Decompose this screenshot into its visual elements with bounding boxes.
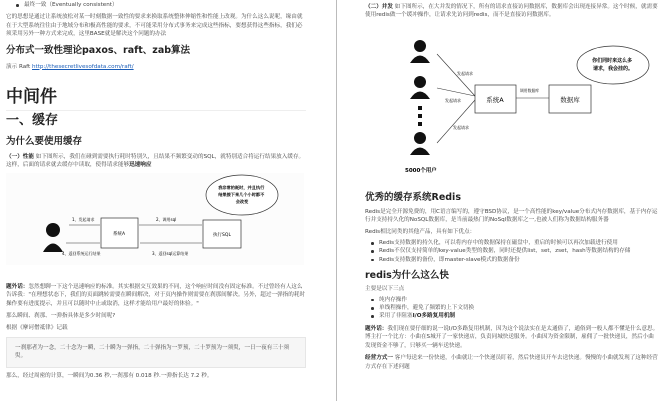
aside-paragraph [365,325,659,350]
list-item [369,312,659,320]
heading-redis-fast: redis为什么这么快 [365,270,449,282]
fast-intro: 主要是以下三点 [365,286,405,293]
arrow-4-label: 4、返回系统运行结果 [62,250,101,256]
aside-label: 题外话： [6,283,29,290]
concurrency-paragraph [365,3,659,20]
user-icon [46,223,60,237]
bubble-text: 我非常的耗时，并且执行 结果接下来几个小时都不 会改变 [218,184,265,204]
aside-label: 题外话： [365,325,388,332]
fast-reasons-list [365,296,659,321]
mode-text: 客户每送来一份快递，小曲就让一个快递员盯着，然后快递员开车去送快递。慢慢的小曲就发现了这种经营方式存在下述问题 [365,355,658,370]
mode-paragraph [365,354,659,371]
list-item: Redis不仅仅支持简单的key-value类型的数据，同时还提供list，set，zset，hash等数据结构的存储 [369,247,659,255]
demo-line [6,63,306,71]
heading-redis: 优秀的缓存系统Redis [365,191,461,203]
conc-label: （二）并发 [365,4,393,10]
base-paragraph: 它的思想是通过让系统放松对某一时刻数据一致性的要求来换取系统整体伸缩性和性能上改观。为什么这么说呢，缘由就在于大型系统往往由于地域分布和极高性能的要求，不可能采用分布式事务来完成这些指标，要想获得这些指标，我们必须采用另外一种方式来完成，这里BASE就是解决这个问题的办法 [6,14,303,38]
list-item: 最终一致（Eventually consistent） [14,1,306,9]
heading-paxos: 分布式一致性理论paxos、raft、zab算法 [6,44,191,56]
request-label-2: 发起请求 [445,97,461,103]
redis-paragraph-2: Redis相比同类的其他产品，具有如下优点： [365,228,476,235]
arrow-2-label: 2、调用sql [156,216,177,222]
aside-text: 忽然想聊一下这个迅速响应的标准。其实根据交互效果的不同，这个响应时间没有固定标准。不过曾经有人这么告诉我："在理想状态下，我们的页面跳转需要在瞬间解决，对于页内操作则需要在刹那间解决。另外，超过一弹指的耗时操作要有进度提示，并且可以随时中止或取消，这样才能给用户最好的体验。" [6,283,306,307]
quote-block: 一刹那者为一念，二十念为一瞬，二十瞬为一弹指，二十弹指为一罗预，二十罗预为一须臾，一日一夜有三十须臾。 [6,337,306,368]
redis-paragraph-1: Redis是完全开源免费的，用C语言编写的，遵守BSD协议，是一个高性能的key/value分布式内存数据库，基于内存运行并支持持久化的NoSQL数据库，是当前最热门的NoSql数据库之一,也被人们称为数据结构服务器 [365,208,658,224]
list-item: Redis支持数据的备份，即master-slave模式的数据备份 [369,256,659,264]
divider [6,110,306,111]
b3-prefix: 采用了非阻塞 [379,313,413,320]
request-label-1: 发起请求 [457,70,473,76]
perf-bold: 迅速响应 [129,162,152,169]
demo-label: 演示 Raft [6,63,32,70]
bubble-text: 你们同时来这么多 请求，我会挂的。 [592,57,634,72]
raft-link[interactable]: http://thesecretlivesofdata.com/raft/ [32,63,134,70]
cache-diagram [6,173,304,265]
user-icons [410,40,430,155]
heading-middleware: 中间件 [6,87,57,108]
list-item: 纯内存操作 [369,296,659,304]
aside-text: 我们现在要仔细的说一说I/O多路复用机制，因为这个说法实在是太通俗了，通俗到一般人都不懂是什么意思。博主打一个比方：小曲在S城开了一家快递店，负责同城快送服务。小曲因为资金限制，雇佣了一批快递员，然后小曲发现资金不够了，只够买一辆车送快递。 [365,325,659,349]
heading-why-cache: 为什么要使用缓存 [6,136,83,148]
speech-bubble [577,46,649,84]
b3-bold: I/O多路复用机制 [412,313,456,320]
final-line: 那么，经过周密的计算，一瞬间为0.36 秒,一刹那有 0.018 秒.一弹指长达 7.2 秒。 [6,372,213,379]
mode-label: 经营方式一 [365,355,393,362]
sql-label: 执行SQL [213,232,231,238]
aside-paragraph [6,283,306,308]
consistency-list [6,1,306,9]
system-a-label: 系统A [486,95,504,104]
conc-text: 如下图所示，在大并发的情况下，所有的请求直接访问数据库，数据库会出现连接异常。这个时候，就需要使用redis做一个缓冲操作，让请求先访问到redis，而不是直接访问数据库。 [365,4,658,19]
list-item: 单线程操作，避免了频繁的上下文切换 [369,304,659,312]
arrow-3-label: 3、返回sql运算结果 [152,250,189,256]
redis-advantages-list [365,239,659,264]
perf-label: （一）性能 [6,154,34,161]
performance-paragraph [6,153,306,170]
request-label-3: 发起请求 [453,124,469,130]
system-a-label: 系统A [112,231,126,237]
perf-text: 如下图所示，我们在碰到需要执行耗时特别久，且结果不频繁变动的SQL，就特别适合将运行结果放入缓存。这样，后面的请求就去缓存中读取，使得请求能够 [6,154,305,169]
heading-cache: 一、缓存 [6,113,59,129]
question-line: 那么瞬间、刹那、一弹指具体是多少时间呢? [6,313,116,320]
right-page [336,0,667,401]
users-label: 5000个用户 [405,167,437,174]
database-label: 数据库 [560,95,580,104]
call-db-label: 调用数据库 [520,87,539,93]
source-line: 根据《摩诃僧祗律》记载 [6,325,68,332]
list-item: Redis支持数据的持久化，可以将内存中的数据保持在磁盘中，重启的时候可以再次加载进行使用 [369,239,659,247]
concurrency-diagram [365,28,660,178]
arrow-1-label: 1、发起请求 [72,216,95,222]
